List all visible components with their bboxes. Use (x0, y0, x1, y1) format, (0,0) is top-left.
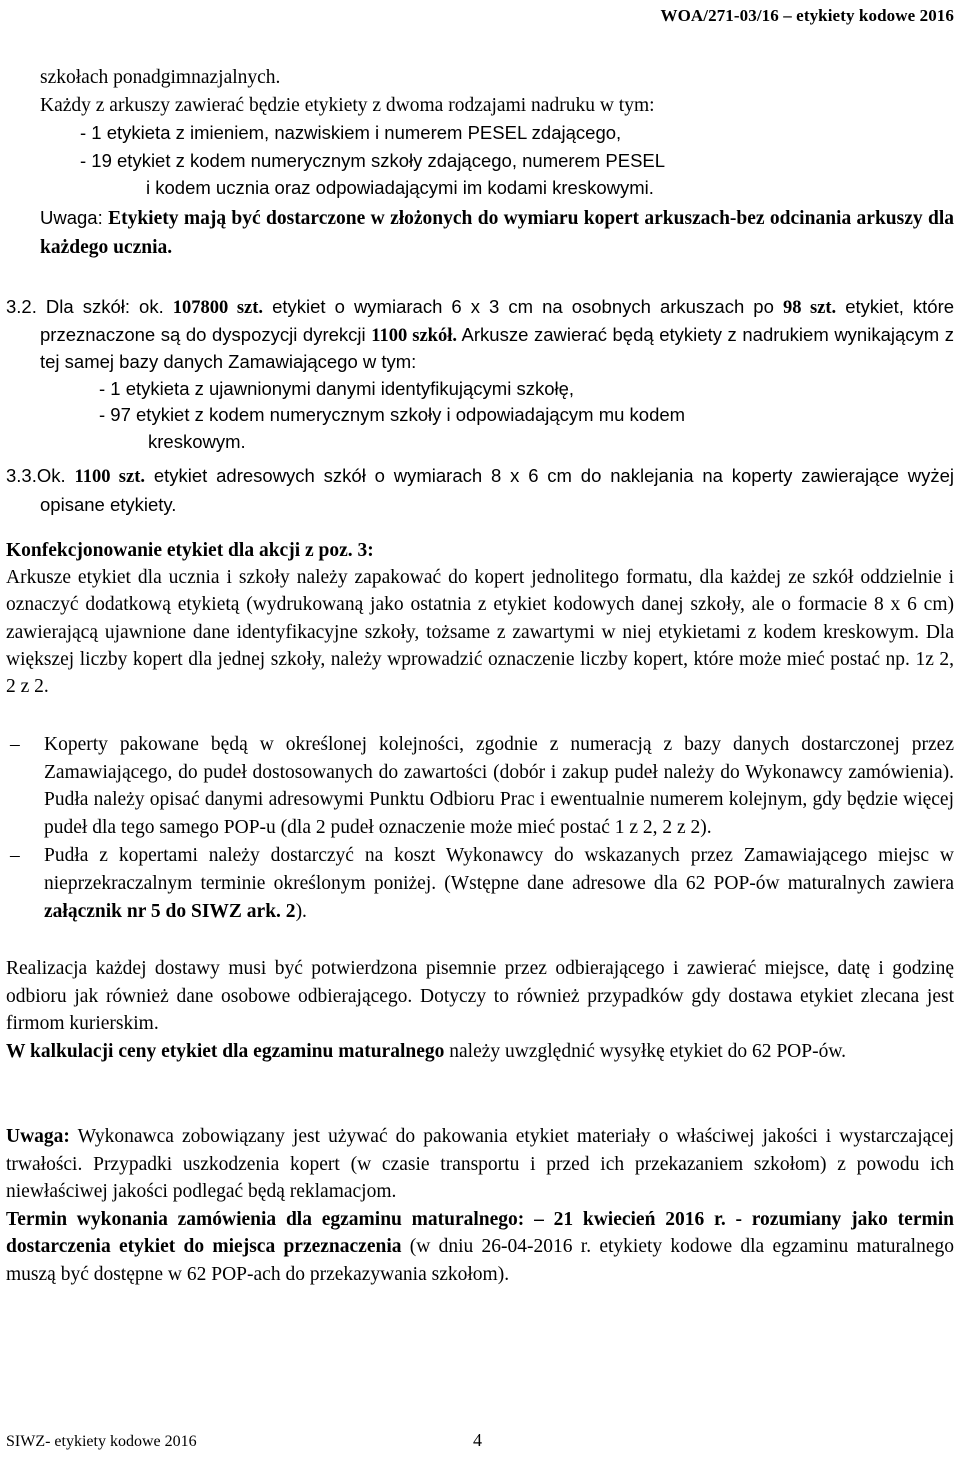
text-run: ). (295, 900, 307, 922)
document-header: WOA/271-03/16 – etykiety kodowe 2016 (660, 6, 954, 25)
section-intro (40, 64, 954, 262)
bold-text: załącznik nr 5 do SIWZ ark. 2 (44, 900, 296, 922)
list-item: - 1 etykieta z ujawnionymi danymi identyfikującymi szkołę, (99, 377, 575, 399)
list-item: - 97 etykiet z kodem numerycznym szkoły i odpowiadającym mu kodem (99, 404, 686, 425)
text-run: etykiet adresowych szkół o wymiarach 8 x 6 cm do naklejania na koperty zawierające wyżej opisane etykiety. (40, 465, 955, 515)
text-run: Wykonawca zobowiązany jest używać do pakowania etykiet materiały o właściwej jakości i wystarczającej trwałości. Przypadki uszkodzenia kopert (w czasie transportu i przed ich przekazaniem szkołom) z powodu ich niewłaściwej jakości podlegać będą reklamacjom. (6, 1126, 954, 1203)
paragraph-sheets: Każdy z arkuszy zawierać będzie etykiety z dwoma rodzajami nadruku w tym: (40, 94, 655, 116)
text-run: 3.2. Dla szkół: ok. (6, 296, 164, 317)
note-bold-text: Etykiety mają być dostarczone w złożonych do wymiaru kopert arkuszach-bez odcinania arkuszy dla każdego ucznia. (40, 207, 954, 258)
bold-quantity: 1100 szt. (74, 467, 145, 487)
note-label: Uwaga: (6, 1126, 70, 1147)
section-3-3 (6, 462, 954, 518)
dash-list-item (6, 731, 954, 841)
bold-quantity: 98 szt. (782, 298, 837, 318)
section-packaging (6, 538, 954, 700)
list-item-continuation: kreskowym. (148, 430, 246, 452)
paragraph-calculation (6, 1038, 954, 1066)
dash-list (6, 731, 954, 925)
list-item: - 1 etykieta z imieniem, nazwiskiem i numerem PESEL zdającego, (80, 122, 622, 144)
footer-title: SIWZ- etykiety kodowe 2016 (6, 1433, 197, 1450)
paragraph-note (6, 1123, 954, 1206)
paragraph-packaging: Arkusze etykiet dla ucznia i szkoły należy zapakować do kopert jednolitego formatu, dla każdej ze szkół oddzielnie i oznaczyć dodatkową etykietą (wydrukowaną jako ostatnia z etykiet kodowych danej szkoły, ale o formacie 8 x 6 cm) zawierającą ujawnione dane identyfikacyjne szkoły, tożsame z zawartymi w niej etykietami z kodem kreskowym. Dla większej liczby kopert dla jednej szkoły, należy wprowadzić oznaczenie liczby kopert, które może mieć postać np. 1z 2, 2 z 2. (6, 567, 954, 698)
section-delivery (6, 955, 954, 1065)
text-run: (w dniu 26-04-2016 r. etykiety kodowe dla egzaminu maturalnego muszą być dostępne w 62 POP-ach do przekazywania szkołom). (6, 1236, 954, 1285)
bold-quantity: 1100 szkół. (371, 325, 457, 346)
bold-quantity: 107800 szt. (172, 298, 264, 318)
text-run: etykiet, które przeznaczone są do dyspozycji dyrekcji (40, 296, 955, 345)
note-paragraph (40, 203, 954, 262)
paragraph-3-3 (6, 462, 954, 518)
paragraph-deadline (6, 1206, 954, 1289)
text-run: etykiet o wymiarach 6 x 3 cm na osobnych arkuszach po (272, 296, 774, 317)
section-heading: Konfekcjonowanie etykiet dla akcji z poz. 3: (6, 540, 374, 561)
list-item-continuation: i kodem ucznia oraz odpowiadającymi im kodami kreskowymi. (146, 177, 654, 199)
paragraph-delivery: Realizacja każdej dostawy musi być potwierdzona pisemnie przez odbierającego i zawierać miejsce, datę i godzinę odbioru jak również dane osobowe odbierającego. Dotyczy to również przypadków gdy dostawa etykiet zlecana jest firmom kurierskim. (6, 958, 954, 1035)
bold-text: Termin wykonania zamówienia dla egzaminu maturalnego: – 21 kwiecień 2016 r. - rozumiany jako termin dostarczenia etykiet do miejsca przeznaczenia (6, 1208, 954, 1258)
text-run: Arkusze zawierać będą etykiety z nadrukiem wynikającym z tej samej bazy danych Zamawiającego w tym: (40, 323, 954, 372)
list-item: - 19 etykiet z kodem numerycznym szkoły zdającego, numerem PESEL (80, 149, 666, 171)
text-run: Pudła z kopertami należy dostarczyć na koszt Wykonawcy do wskazanych przez Zamawiającego miejsc w nieprzekraczalnym terminie określonym poniżej. (Wstępne dane adresowe dla 62 POP-ów maturalnych zawiera (44, 845, 954, 894)
dash-list-item (6, 842, 954, 925)
dash-marker: – (10, 734, 20, 755)
bold-text: W kalkulacji ceny etykiet dla egzaminu maturalnego (6, 1040, 445, 1062)
note-label: Uwaga: (40, 206, 103, 228)
page-number: 4 (473, 1430, 482, 1450)
section-note (6, 1123, 954, 1289)
dash-marker: – (10, 845, 20, 867)
paragraph-3-2 (6, 294, 954, 376)
section-3-2 (6, 294, 954, 455)
text-run: 3.3.Ok. (6, 465, 66, 486)
text-run: należy uwzględnić wysyłkę etykiet do 62 POP-ów. (449, 1040, 847, 1062)
paragraph-intro-end: szkołach ponadgimnazjalnych. (40, 67, 281, 88)
text-run: Koperty pakowane będą w określonej kolejności, zgodnie z numeracją z bazy danych dostarczonej przez Zamawiającego, do pudeł dostosowanych do zawartości (dobór i zakup pudeł należy do Wykonawcy zamówienia). Pudła należy opisać danymi adresowymi Punktu Odbioru Prac i ewentualnie numerem kolejnym, gdy będzie więcej pudeł dla tego samego POP-u (dla 2 pudeł oznaczenie może mieć postać 1 z 2, 2 z 2). (44, 734, 954, 838)
